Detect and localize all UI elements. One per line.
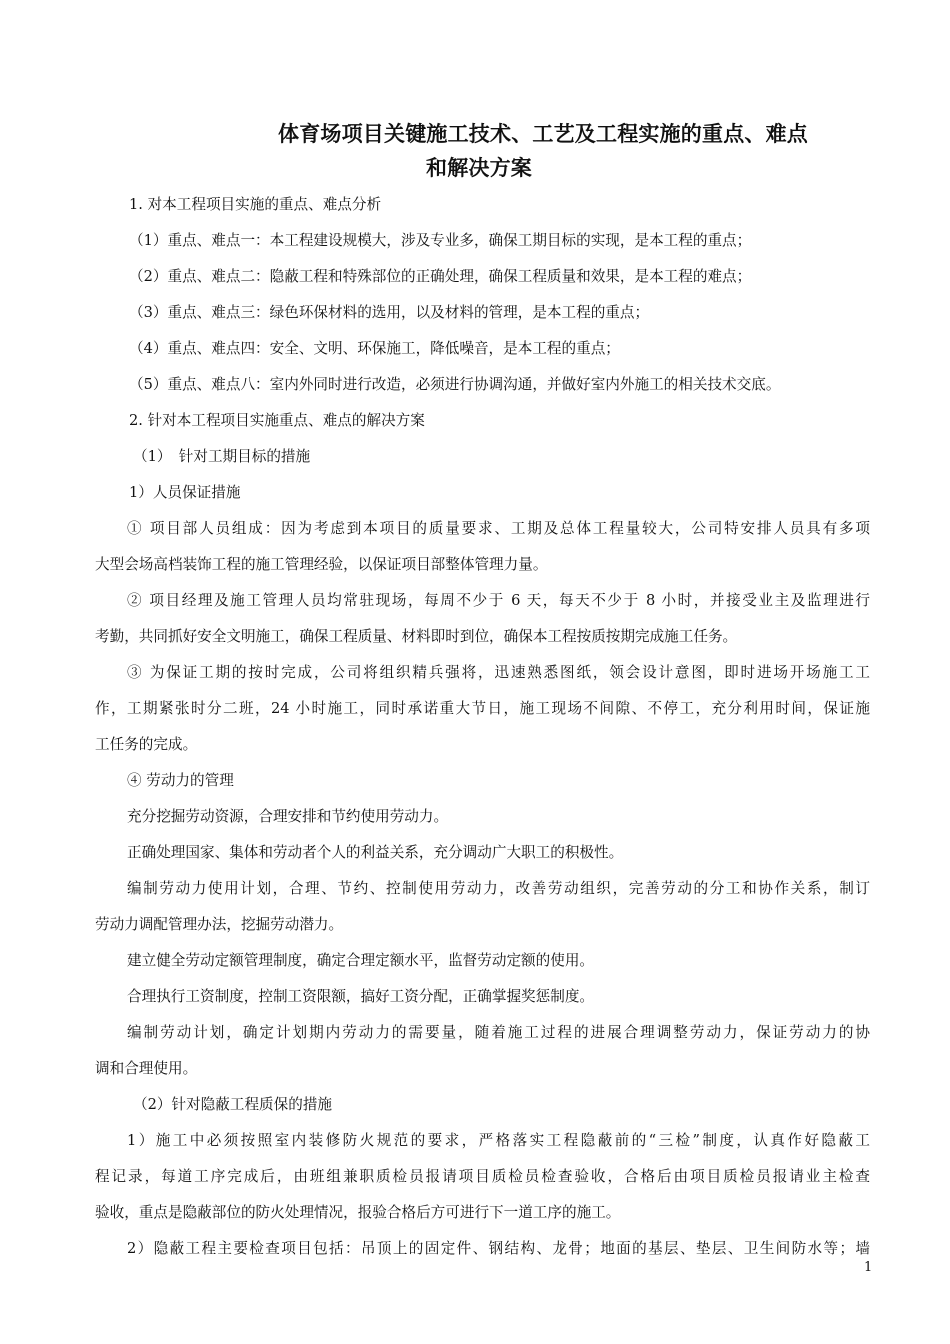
paragraph-line: 正确处理国家、集体和劳动者个人的利益关系，充分调动广大职工的积极性。 — [127, 844, 624, 861]
paragraph-line: 充分挖掘劳动资源，合理安排和节约使用劳动力。 — [127, 808, 449, 825]
list-item: （2）重点、难点二：隐蔽工程和特殊部位的正确处理，确保工程质量和效果，是本工程的难点； — [129, 268, 752, 285]
list-item: （3）重点、难点三：绿色环保材料的选用，以及材料的管理，是本工程的重点； — [129, 304, 650, 321]
subsection-heading: （2）针对隐蔽工程质保的措施 — [133, 1096, 333, 1113]
paragraph-line: ② 项目经理及施工管理人员均常驻现场，每周不少于 6 天，每天不少于 8 小时，并接受业主及监理进行 — [127, 592, 870, 609]
subsection-heading: （1） 针对工期目标的措施 — [133, 448, 311, 465]
paragraph-line: 建立健全劳动定额管理制度，确定合理定额水平，监督劳动定额的使用。 — [127, 952, 595, 969]
document-title-line-1: 体育场项目关键施工技术、工艺及工程实施的重点、难点 — [278, 122, 808, 146]
paragraph-line: 大型会场高档装饰工程的施工管理经验，以保证项目部整体管理力量。 — [95, 556, 548, 573]
subsection-heading: 1）人员保证措施 — [129, 484, 241, 501]
paragraph-line: 劳动力调配管理办法，挖掘劳动潜力。 — [95, 916, 344, 933]
subsection-heading: ④ 劳动力的管理 — [127, 772, 234, 789]
list-item: （5）重点、难点八：室内外同时进行改造，必须进行协调沟通，并做好室内外施工的相关技术交底。 — [129, 376, 781, 393]
paragraph-line: ① 项目部人员组成：因为考虑到本项目的质量要求、工期及总体工程量较大，公司特安排人员具有多项 — [127, 520, 870, 537]
section-heading: 1. 对本工程项目实施的重点、难点分析 — [129, 196, 382, 213]
paragraph-line: 1）施工中必须按照室内装修防火规范的要求，严格落实工程隐蔽前的“三检”制度，认真作好隐蔽工 — [127, 1132, 870, 1149]
paragraph-line: 2）隐蔽工程主要检查项目包括：吊顶上的固定件、钢结构、龙骨；地面的基层、垫层、卫生间防水等；墙 — [127, 1240, 870, 1257]
paragraph-line: 编制劳动力使用计划，合理、节约、控制使用劳动力，改善劳动组织，完善劳动的分工和协作关系，制订 — [127, 880, 870, 897]
paragraph-line: ③ 为保证工期的按时完成，公司将组织精兵强将，迅速熟悉图纸，领会设计意图，即时进场开场施工工 — [127, 664, 870, 681]
list-item: （1）重点、难点一：本工程建设规模大，涉及专业多，确保工期目标的实现，是本工程的重点； — [129, 232, 752, 249]
paragraph-line: 调和合理使用。 — [95, 1060, 198, 1077]
paragraph-line: 验收，重点是隐蔽部位的防火处理情况，报验合格后方可进行下一道工序的施工。 — [95, 1204, 621, 1221]
paragraph-line: 工任务的完成。 — [95, 736, 198, 753]
paragraph-line: 作，工期紧张时分二班，24 小时施工，同时承诺重大节日，施工现场不间隙、不停工，充分利用时间，保证施 — [95, 700, 870, 717]
document-body — [95, 187, 870, 1267]
page-number: 1 — [864, 1260, 873, 1275]
paragraph-line: 程记录，每道工序完成后，由班组兼职质检员报请项目质检员检查验收，合格后由项目质检员报请业主检查 — [95, 1168, 870, 1185]
paragraph-line: 编制劳动计划，确定计划期内劳动力的需要量，随着施工过程的进展合理调整劳动力，保证劳动力的协 — [127, 1024, 870, 1041]
section-heading: 2. 针对本工程项目实施重点、难点的解决方案 — [129, 412, 425, 429]
paragraph-line: 考勤，共同抓好安全文明施工，确保工程质量、材料即时到位，确保本工程按质按期完成施工任务。 — [95, 628, 738, 645]
document-title-line-2: 和解决方案 — [426, 156, 532, 180]
paragraph-line: 合理执行工资制度，控制工资限额，搞好工资分配，正确掌握奖惩制度。 — [127, 988, 595, 1005]
list-item: （4）重点、难点四：安全、文明、环保施工，降低噪音，是本工程的重点； — [129, 340, 620, 357]
